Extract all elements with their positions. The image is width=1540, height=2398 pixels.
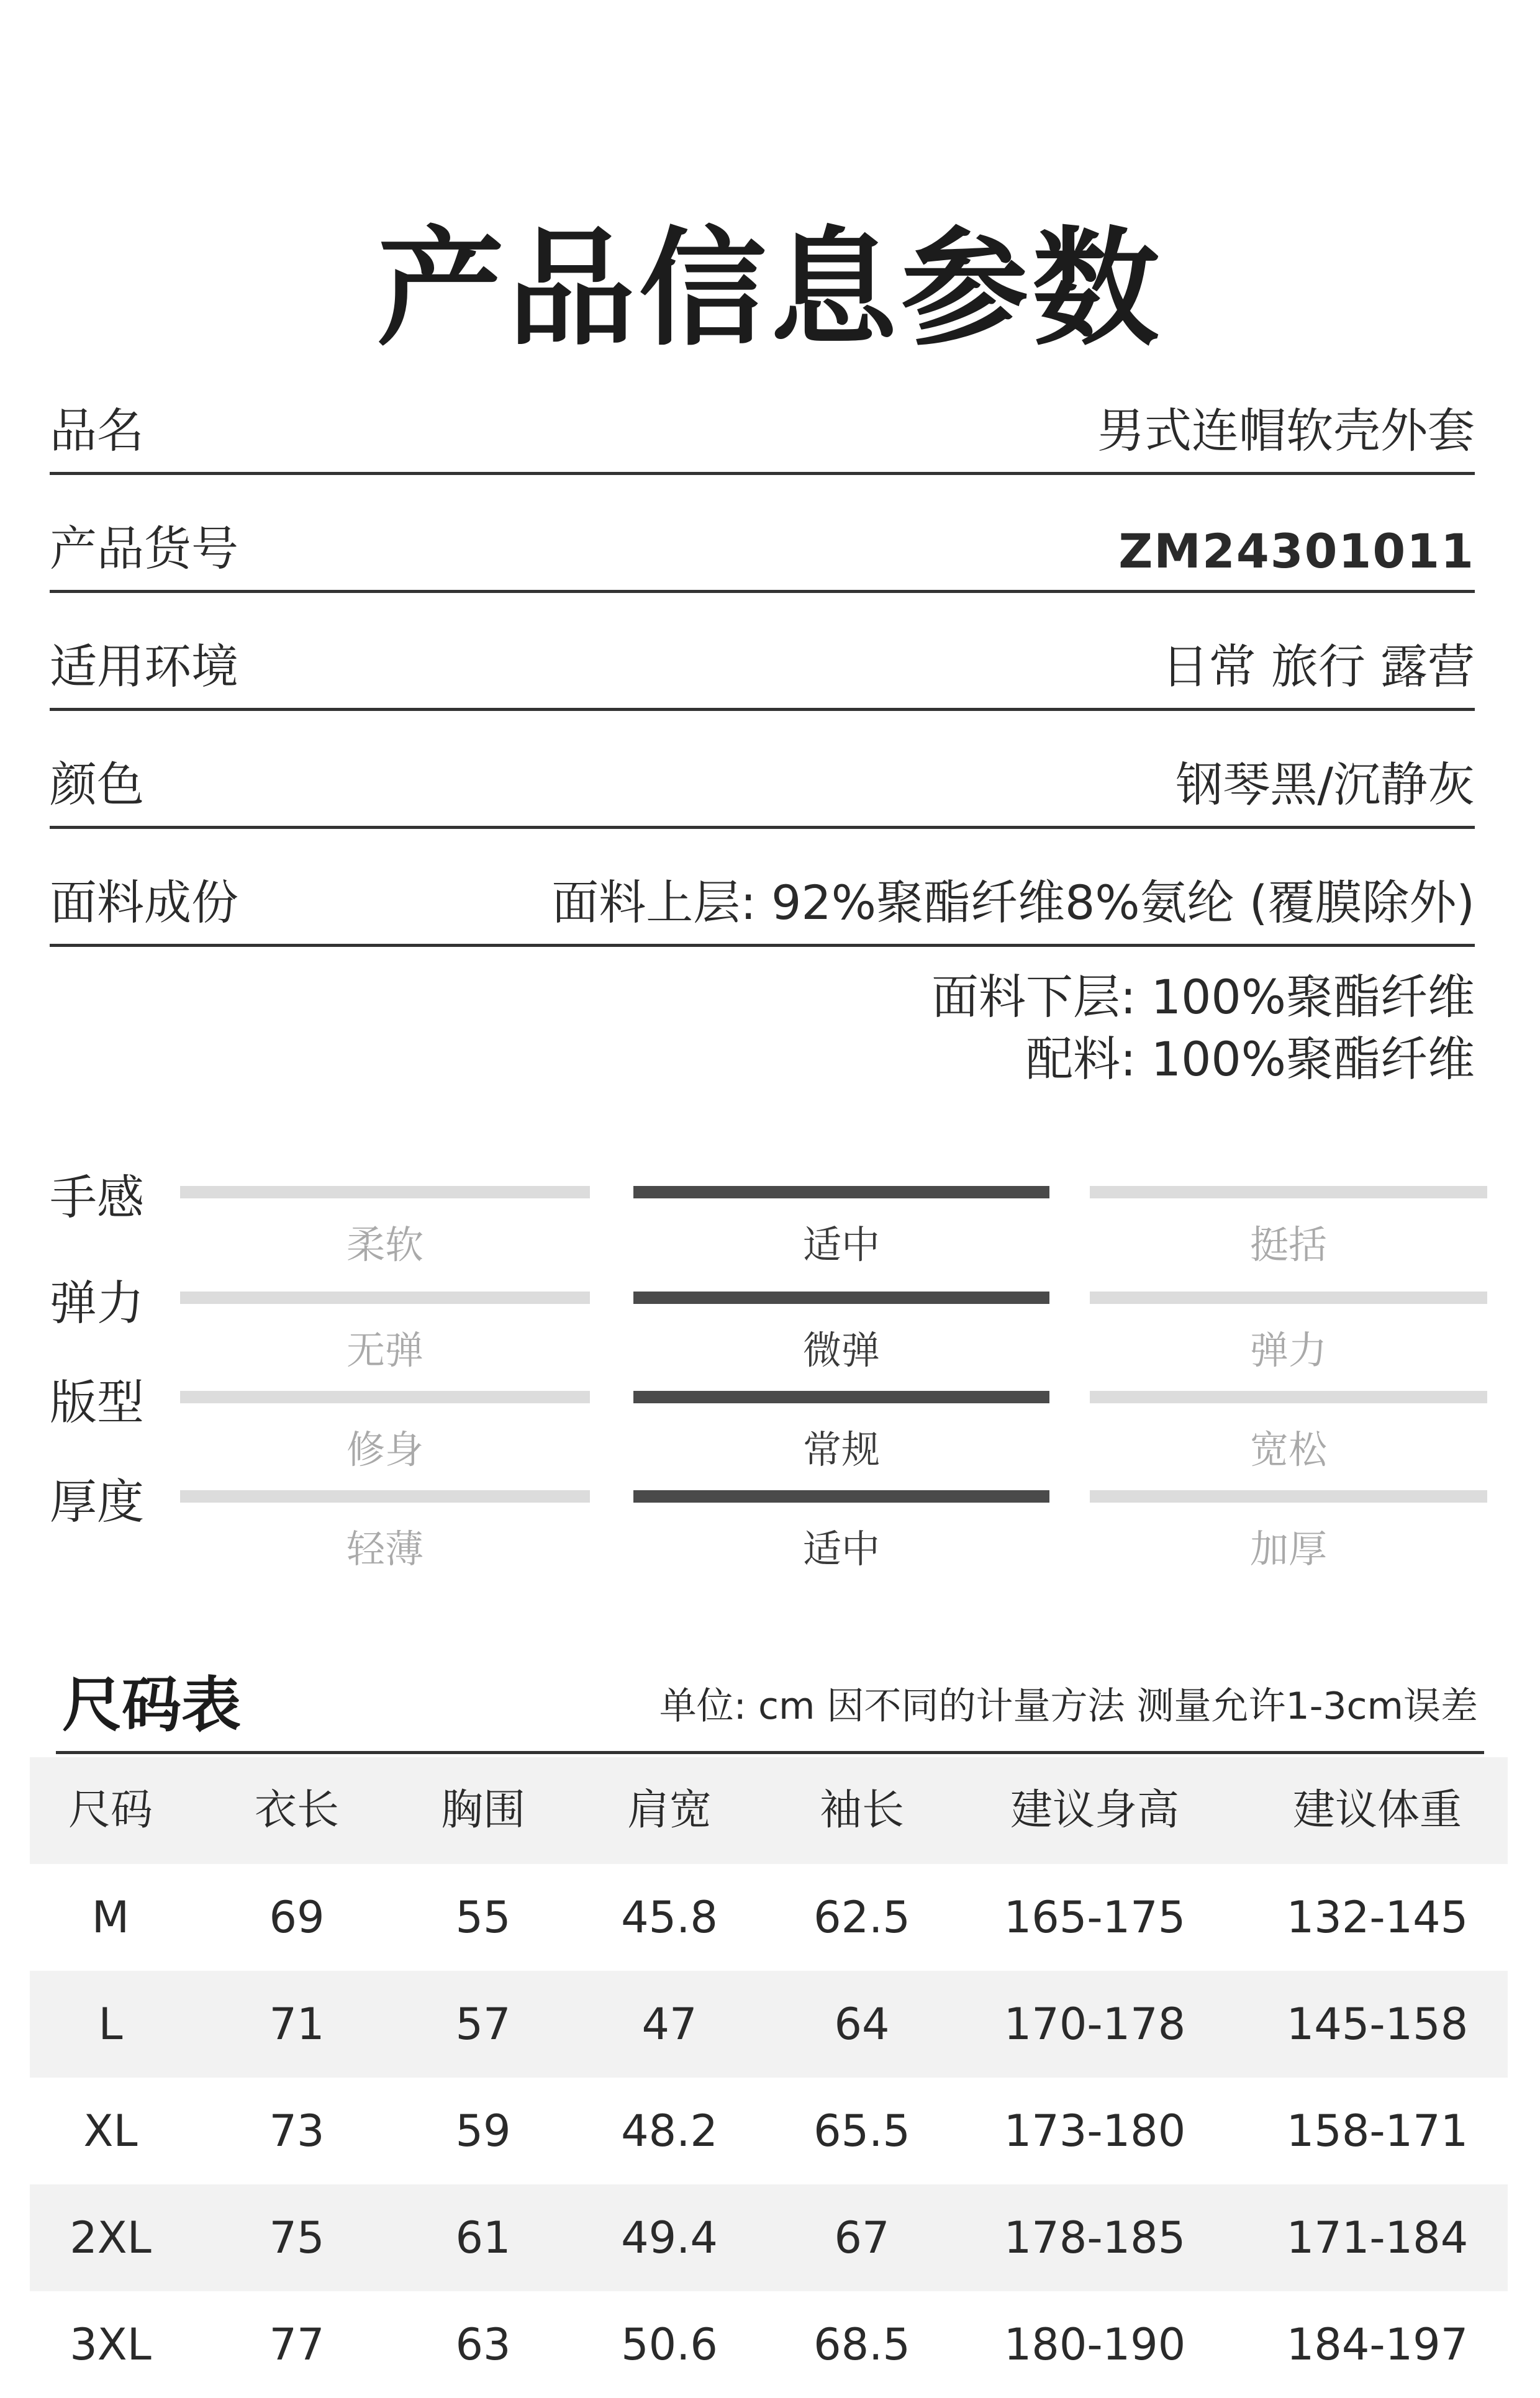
table-cell: 59: [455, 2106, 511, 2156]
scale-bar: [180, 1391, 590, 1403]
table-cell: 180-190: [1003, 2319, 1186, 2370]
info-value: 面料上层: 92%聚酯纤维8%氨纶 (覆膜除外): [551, 875, 1475, 930]
table-cell: 178-185: [1003, 2212, 1186, 2263]
scale-bar: [180, 1186, 590, 1198]
table-cell: 165-175: [1003, 1892, 1186, 1943]
scale-option: 加厚: [1249, 1526, 1327, 1572]
info-row-item-number: [50, 521, 1475, 593]
table-header-cell: 袖长: [819, 1786, 905, 1835]
scale-bar: [633, 1391, 1049, 1403]
size-table: [30, 1757, 1508, 2398]
table-cell: 68.5: [813, 2319, 910, 2370]
scale-option: 柔软: [346, 1222, 424, 1267]
table-row: [30, 1971, 1508, 2078]
table-cell: 158-171: [1286, 2106, 1469, 2156]
info-row-environment: [50, 639, 1475, 711]
scale-bar: [1090, 1391, 1487, 1403]
table-cell: 132-145: [1286, 1892, 1469, 1943]
size-chart-note: 单位: cm 因不同的计量方法 测量允许1-3cm误差: [659, 1685, 1478, 1728]
scale-bar: [1090, 1186, 1487, 1198]
table-cell: 171-184: [1286, 2212, 1469, 2263]
table-header-cell: 胸围: [440, 1786, 526, 1835]
table-cell: 170-178: [1003, 1999, 1186, 2050]
table-cell: 55: [455, 1892, 511, 1943]
table-cell: 184-197: [1286, 2319, 1469, 2370]
scale-option: 适中: [802, 1222, 880, 1267]
table-cell: 75: [269, 2212, 325, 2263]
attribute-label: 弹力: [50, 1275, 144, 1331]
scale-bar: [1090, 1490, 1487, 1503]
scale-bar: [633, 1186, 1049, 1198]
attribute-label: 厚度: [50, 1474, 144, 1529]
scale-option: 无弹: [346, 1328, 424, 1373]
table-header-cell: 建议身高: [1010, 1786, 1180, 1835]
table-cell: 49.4: [621, 2212, 718, 2263]
table-cell: 73: [269, 2106, 325, 2156]
table-row: [30, 2184, 1508, 2291]
size-chart-divider: [56, 1751, 1484, 1754]
scale-option: 适中: [802, 1526, 880, 1572]
info-label: 适用环境: [50, 639, 238, 694]
info-label: 颜色: [50, 757, 144, 812]
scale-option: 宽松: [1249, 1427, 1327, 1472]
info-row-fabric: [50, 875, 1475, 947]
table-cell: 45.8: [621, 1892, 718, 1943]
attribute-label: 手感: [50, 1170, 144, 1225]
scale-bar: [180, 1490, 590, 1503]
scale-bar: [633, 1292, 1049, 1304]
table-cell: 63: [455, 2319, 511, 2370]
scale-bar: [180, 1292, 590, 1304]
table-cell: 57: [455, 1999, 511, 2050]
table-cell: 48.2: [621, 2106, 718, 2156]
table-header-cell: 衣长: [254, 1786, 340, 1835]
info-label: 面料成份: [50, 875, 238, 930]
scale-option: 修身: [346, 1427, 424, 1472]
table-cell: 77: [269, 2319, 325, 2370]
table-row: [30, 2291, 1508, 2398]
table-cell: L: [98, 1999, 123, 2050]
table-cell: 2XL: [70, 2212, 152, 2263]
info-row-color: [50, 757, 1475, 829]
info-label: 品名: [50, 403, 144, 458]
table-row: [30, 2078, 1508, 2184]
table-header-cell: 尺码: [68, 1786, 153, 1835]
table-cell: XL: [83, 2106, 138, 2156]
table-cell: 71: [269, 1999, 325, 2050]
attribute-label: 版型: [50, 1375, 144, 1430]
table-cell: 67: [834, 2212, 890, 2263]
table-cell: 173-180: [1003, 2106, 1186, 2156]
fabric-accessories: 配料: 100%聚酯纤维: [1025, 1031, 1475, 1087]
scale-option: 常规: [802, 1427, 880, 1472]
table-cell: 47: [641, 1999, 697, 2050]
scale-option: 轻薄: [346, 1526, 424, 1572]
table-cell: 62.5: [813, 1892, 910, 1943]
table-header-cell: 建议体重: [1292, 1786, 1462, 1835]
table-header-cell: 肩宽: [627, 1786, 712, 1835]
info-value: 日常 旅行 露营: [1161, 639, 1475, 694]
table-cell: 65.5: [813, 2106, 910, 2156]
fabric-lower-layer: 面料下层: 100%聚酯纤维: [931, 969, 1475, 1025]
info-value: ZM24301011: [1118, 523, 1475, 579]
table-cell: 145-158: [1286, 1999, 1469, 2050]
table-cell: 61: [455, 2212, 511, 2263]
scale-option: 弹力: [1249, 1328, 1327, 1373]
table-cell: 69: [269, 1892, 325, 1943]
table-row: [30, 1864, 1508, 1971]
info-value: 男式连帽软壳外套: [1097, 403, 1475, 458]
size-chart-title: 尺码表: [62, 1670, 241, 1740]
table-header: [30, 1757, 1508, 1864]
table-cell: M: [91, 1892, 130, 1943]
info-row-product-name: [50, 403, 1475, 475]
info-value: 钢琴黑/沉静灰: [1175, 757, 1475, 812]
scale-option: 微弹: [802, 1328, 880, 1373]
table-cell: 50.6: [621, 2319, 718, 2370]
scale-bar: [633, 1490, 1049, 1503]
page-title: 产品信息参数: [377, 215, 1163, 363]
info-label: 产品货号: [50, 521, 238, 576]
table-cell: 64: [834, 1999, 890, 2050]
scale-option: 挺括: [1249, 1222, 1327, 1267]
scale-bar: [1090, 1292, 1487, 1304]
table-cell: 3XL: [70, 2319, 152, 2370]
